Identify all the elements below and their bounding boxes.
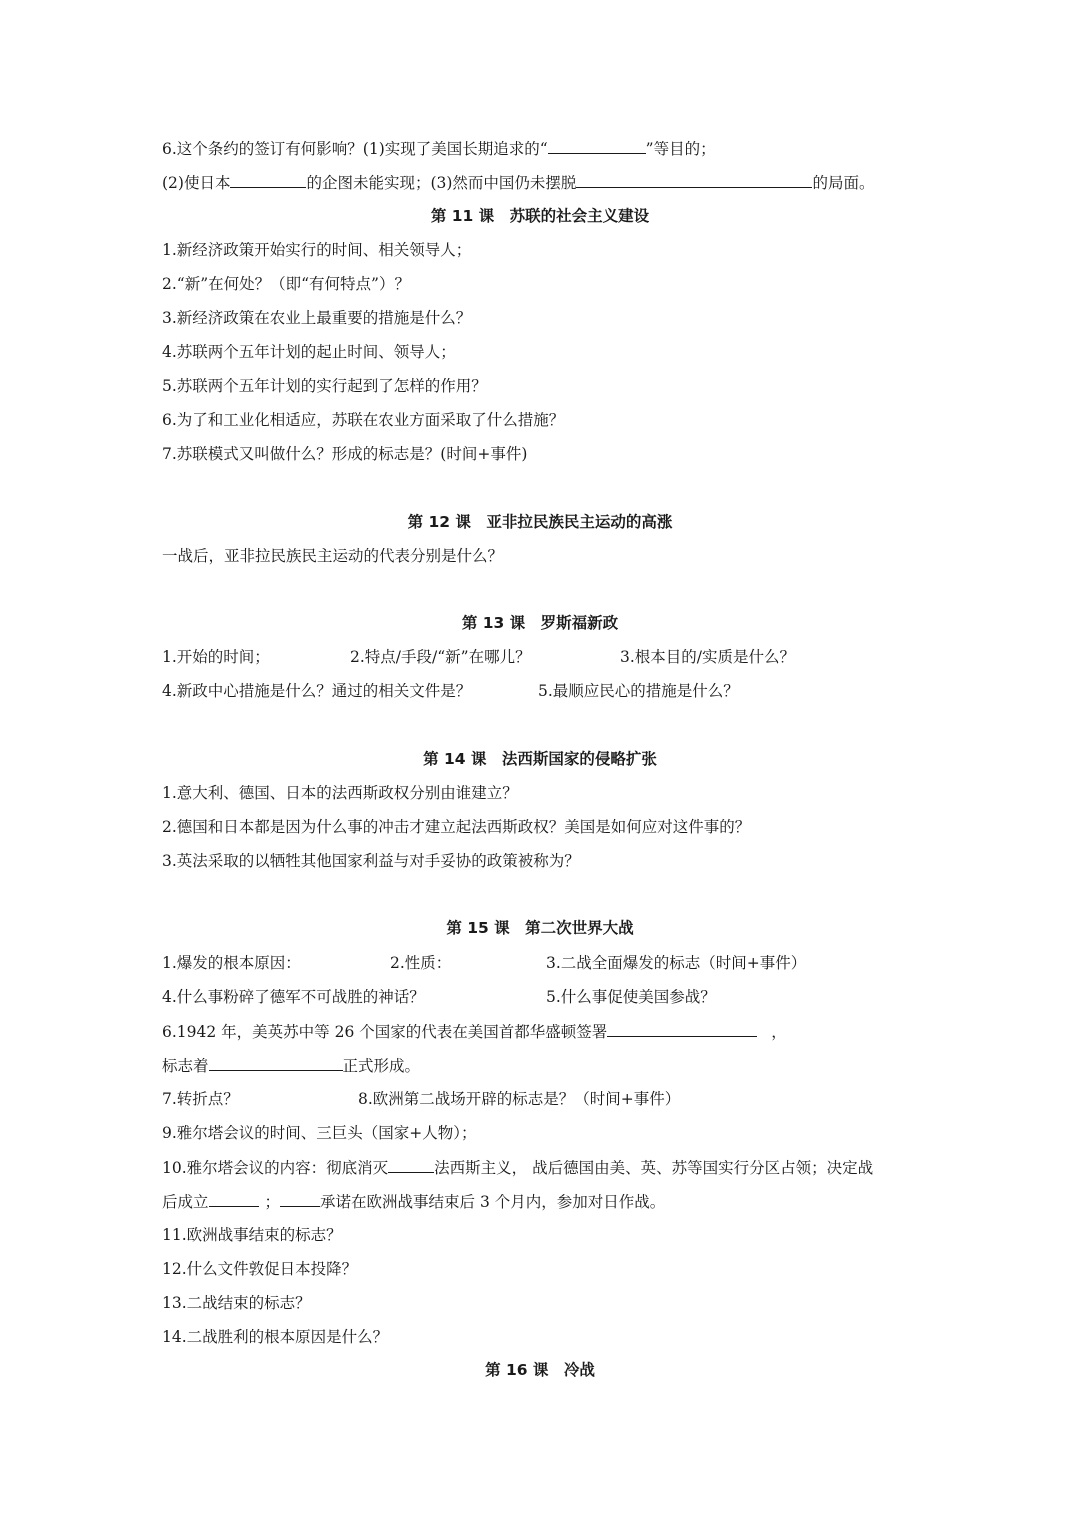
- lesson-13-question: 1.开始的时间；: [162, 648, 270, 666]
- lesson-16-title: 第 16 课 冷战: [485, 1361, 595, 1379]
- lesson-15-q10-line1: [162, 1157, 873, 1177]
- lesson-15-row2: [162, 987, 922, 1007]
- fill-blank[interactable]: [209, 1055, 343, 1071]
- fill-blank[interactable]: [388, 1157, 434, 1173]
- lesson-15-q6-line2: [162, 1055, 420, 1075]
- lesson-12-question: 一战后，亚非拉民族民主运动的代表分别是什么？: [162, 547, 504, 565]
- lesson-11-question: 3.新经济政策在农业上最重要的措施是什么？: [162, 309, 472, 327]
- lesson-15-q6-line1: [162, 1021, 787, 1041]
- lesson-15-q6-text-c: 标志着: [162, 1057, 209, 1075]
- lesson-15-question: 4.什么事粉碎了德军不可战胜的神话？: [162, 988, 425, 1006]
- lesson-14-question: 2.德国和日本都是因为什么事的冲击才建立起法西斯政权？美国是如何应对这件事的？: [162, 818, 751, 836]
- lesson-15-q10-text-d: ；: [264, 1193, 281, 1211]
- treaty-q6-text: 6.这个条约的签订有何影响？(1)实现了美国长期追求的“: [162, 140, 548, 158]
- lesson-11-question: 1.新经济政策开始实行的时间、相关领导人；: [162, 241, 472, 259]
- lesson-11-question: 4.苏联两个五年计划的起止时间、领导人；: [162, 343, 456, 361]
- lesson-13-question: 2.特点/手段/“新”在哪儿？: [350, 648, 531, 666]
- treaty-q6-text-a: (2)使日本: [162, 174, 231, 192]
- lesson-11-title: 第 11 课 苏联的社会主义建设: [430, 207, 650, 225]
- lesson-15-question: 3.二战全面爆发的标志（时间+事件）: [546, 954, 807, 972]
- lesson-15-row4: [162, 1089, 922, 1109]
- lesson-12-title: 第 12 课 亚非拉民族民主运动的高涨: [407, 513, 673, 531]
- lesson-15-question: 13.二战结束的标志？: [162, 1294, 311, 1312]
- lesson-13-question: 5.最顺应民心的措施是什么？: [538, 682, 739, 700]
- lesson-15-q6-text: 6.1942 年，美英苏中等 26 个国家的代表在美国首都华盛顿签署: [162, 1023, 608, 1041]
- lesson-15-question: 7.转折点？: [162, 1090, 239, 1108]
- lesson-15-q6-text-d: 正式形成。: [342, 1057, 421, 1075]
- lesson-15-question: 11.欧洲战事结束的标志？: [162, 1226, 342, 1244]
- lesson-11-question: 2.“新”在何处？（即“有何特点”）？: [162, 275, 410, 293]
- lesson-15-row1: [162, 953, 922, 973]
- lesson-14-question: 3.英法采取的以牺牲其他国家利益与对手妥协的政策被称为？: [162, 852, 580, 870]
- lesson-11-question: 5.苏联两个五年计划的实行起到了怎样的作用？: [162, 377, 487, 395]
- lesson-15-question: 8.欧洲第二战场开辟的标志是？（时间+事件）: [358, 1090, 681, 1108]
- lesson-15-q10-line2: [162, 1191, 665, 1211]
- lesson-13-question: 4.新政中心措施是什么？通过的相关文件是？: [162, 682, 472, 700]
- lesson-15-q6-comma: ，: [771, 1023, 787, 1041]
- fill-blank[interactable]: [607, 1021, 757, 1037]
- lesson-11-question: 7.苏联模式又叫做什么？形成的标志是？(时间+事件): [162, 445, 528, 463]
- treaty-q6-line1: [162, 138, 716, 158]
- lesson-15-title: 第 15 课 第二次世界大战: [446, 919, 634, 937]
- lesson-15-q10-text-e: 承诺在欧洲战事结束后 3 个月内，参加对日作战。: [320, 1193, 666, 1211]
- treaty-q6-line2: [162, 172, 874, 192]
- lesson-15-question: 12.什么文件敦促日本投降？: [162, 1260, 358, 1278]
- fill-blank[interactable]: [548, 138, 646, 154]
- fill-blank[interactable]: [576, 172, 812, 188]
- fill-blank[interactable]: [230, 172, 306, 188]
- treaty-q6-text-b: 的企图未能实现；(3)然而中国仍未摆脱: [306, 174, 577, 192]
- lesson-15-q10-text-c: 后成立: [162, 1193, 209, 1211]
- fill-blank[interactable]: [280, 1191, 320, 1207]
- lesson-14-title: 第 14 课 法西斯国家的侵略扩张: [423, 750, 657, 768]
- lesson-15-q10-text-b: 法西斯主义， 战后德国由美、英、苏等国实行分区占领；决定战: [434, 1159, 874, 1177]
- lesson-15-question: 5.什么事促使美国参战？: [546, 988, 716, 1006]
- lesson-15-question: 14.二战胜利的根本原因是什么？: [162, 1328, 389, 1346]
- treaty-q6-text-c: 的局面。: [812, 174, 875, 192]
- lesson-13-row1: [162, 647, 922, 667]
- lesson-11-question: 6.为了和工业化相适应，苏联在农业方面采取了什么措施？: [162, 411, 565, 429]
- lesson-15-question: 2.性质：: [390, 954, 452, 972]
- treaty-q6-text-end: ”等目的；: [645, 140, 716, 158]
- lesson-15-question: 1.爆发的根本原因：: [162, 954, 301, 972]
- lesson-15-q10-text-a: 10.雅尔塔会议的内容：彻底消灭: [162, 1159, 389, 1177]
- lesson-14-question: 1.意大利、德国、日本的法西斯政权分别由谁建立？: [162, 784, 518, 802]
- fill-blank[interactable]: [209, 1191, 259, 1207]
- lesson-13-row2: [162, 681, 922, 701]
- lesson-13-question: 3.根本目的/实质是什么？: [620, 648, 796, 666]
- lesson-13-title: 第 13 课 罗斯福新政: [461, 614, 619, 632]
- lesson-15-question: 9.雅尔塔会议的时间、三巨头（国家+人物）；: [162, 1124, 477, 1142]
